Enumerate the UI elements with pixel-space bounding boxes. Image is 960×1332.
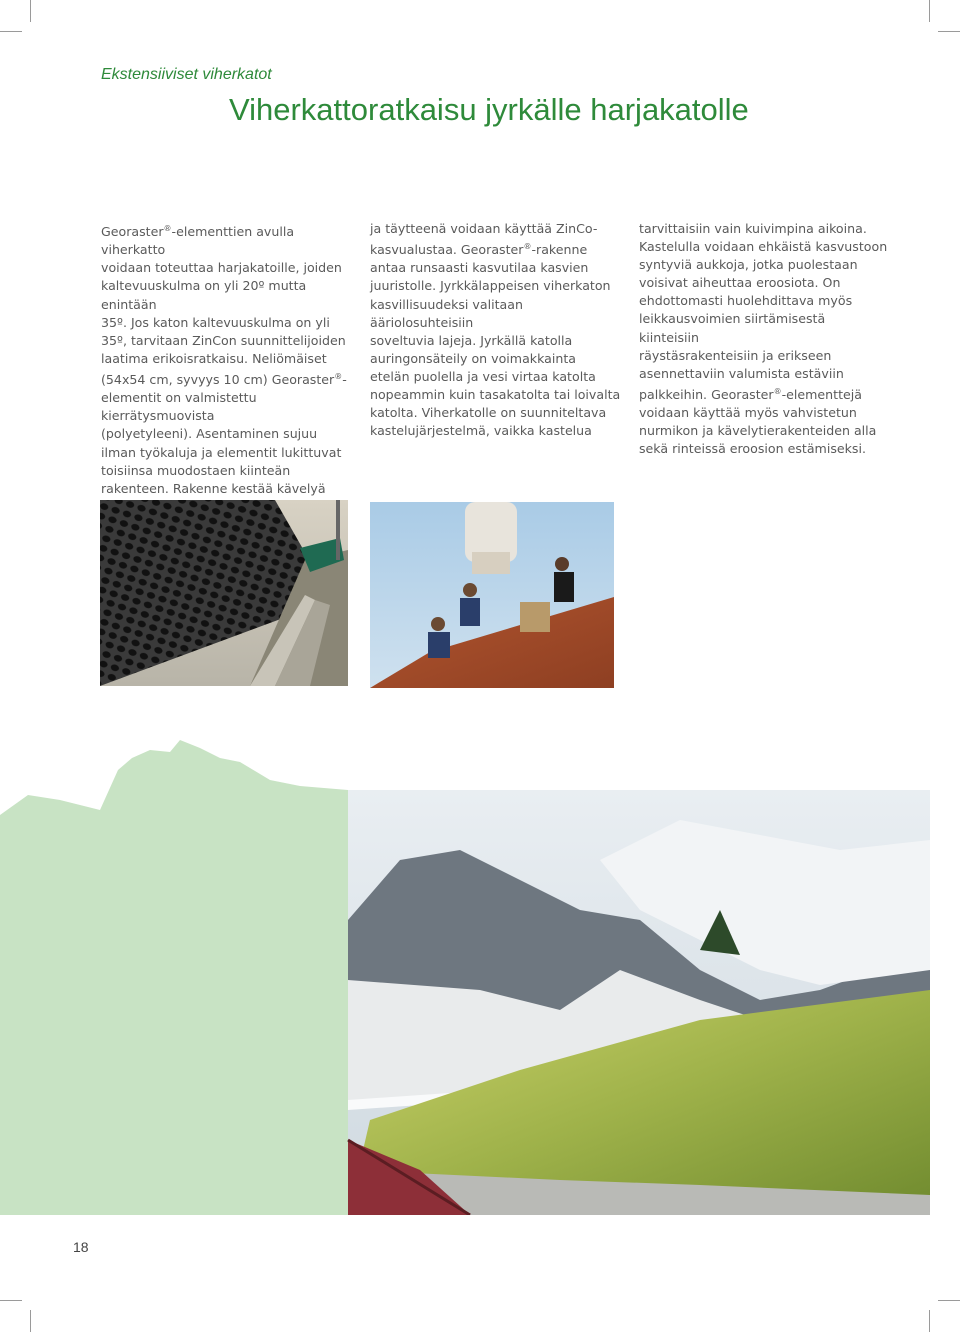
text-line: nurmikon ja kävelytierakenteiden alla bbox=[639, 423, 877, 439]
text-line: sekä rinteissä eroosion estämiseksi. bbox=[639, 441, 866, 457]
text-line: voidaan käyttää myös vahvistetun bbox=[639, 405, 857, 421]
text-line: auringonsäteily on voimakkainta bbox=[370, 350, 577, 366]
text-line: asennettaviin valumista estäviin bbox=[639, 365, 844, 381]
crop-mark bbox=[0, 31, 22, 32]
text-line: kaltevuuskulma on yli 20º mutta enintään bbox=[101, 278, 307, 312]
text-line: voidaan toteuttaa harjakatoille, joiden bbox=[101, 260, 342, 276]
text-line: kasvualustaa. Georaster®-rakenne bbox=[370, 242, 588, 258]
text-line: (54x54 cm, syvyys 10 cm) Georaster®- bbox=[101, 371, 347, 388]
text-line: kasvillisuudeksi valitaan ääriolosuhteisiin bbox=[370, 296, 523, 330]
georaster-roof-photo bbox=[100, 500, 348, 686]
text-line: voisivat aiheuttaa eroosiota. On bbox=[639, 275, 841, 291]
text-line: ilman työkaluja ja elementit lukittuvat bbox=[101, 444, 342, 460]
text-line: Kastelulla voidaan ehkäistä kasvustoon bbox=[639, 239, 888, 255]
text-line: antaa runsaasti kasvutilaa kasvien bbox=[370, 260, 589, 276]
crop-mark bbox=[929, 0, 930, 22]
page-number: 18 bbox=[73, 1239, 89, 1255]
crop-mark bbox=[30, 1310, 31, 1332]
text-line: kastelujärjestelmä, vaikka kastelua bbox=[370, 423, 592, 439]
text-column-2 bbox=[370, 220, 622, 440]
crop-mark bbox=[938, 1300, 960, 1301]
workers-photo bbox=[370, 502, 614, 688]
crop-mark bbox=[929, 1310, 930, 1332]
text-line: Georaster®-elementtien avulla viherkatto bbox=[101, 224, 295, 258]
text-line: ehdottomasti huolehdittava myös bbox=[639, 293, 853, 309]
text-line: juuristolle. Jyrkkälappeisen viherkaton bbox=[370, 278, 611, 294]
text-line: elementit on valmistettu kierrätysmuovista bbox=[101, 390, 257, 424]
crop-mark bbox=[30, 0, 31, 22]
text-line: rakenteen. Rakenne kestää kävelyä bbox=[101, 480, 326, 496]
text-column-3 bbox=[639, 220, 889, 458]
text-line: syntyviä aukkoja, jotka puolestaan bbox=[639, 257, 858, 273]
green-roof-landscape bbox=[0, 740, 930, 1215]
page-title: Viherkattoratkaisu jyrkälle harjakatolle bbox=[229, 92, 749, 127]
section-label: Ekstensiiviset viherkatot bbox=[101, 66, 272, 83]
text-line: toisiinsa muodostaen kiinteän bbox=[101, 462, 291, 478]
text-line: leikkausvoimien siirtämisestä kiinteisiin bbox=[639, 311, 826, 345]
text-line: etelän puolella ja vesi virtaa katolta bbox=[370, 368, 596, 384]
text-line: 35º. Jos katon kaltevuuskulma on yli bbox=[101, 314, 330, 330]
text-line: 35º, tarvitaan ZinCon suunnittelijoiden bbox=[101, 332, 346, 348]
text-line: soveltuvia lajeja. Jyrkällä katolla bbox=[370, 332, 573, 348]
text-line: tarvittaisiin vain kuivimpina aikoina. bbox=[639, 221, 867, 236]
text-line: palkkeihin. Georaster®-elementtejä bbox=[639, 386, 862, 403]
text-line: räystäsrakenteisiin ja erikseen bbox=[639, 347, 832, 363]
text-line: (polyetyleeni). Asentaminen sujuu bbox=[101, 426, 318, 442]
text-line: laatima erikoisratkaisu. Neliömäiset bbox=[101, 350, 327, 366]
crop-mark bbox=[0, 1300, 22, 1301]
crop-mark bbox=[938, 31, 960, 32]
text-line: nopeammin kuin tasakatolta tai loivalta bbox=[370, 387, 621, 403]
text-line: ja täytteenä voidaan käyttää ZinCo- bbox=[370, 221, 598, 236]
text-column-1 bbox=[101, 220, 353, 498]
text-line: katolta. Viherkatolle on suunniteltava bbox=[370, 405, 607, 421]
